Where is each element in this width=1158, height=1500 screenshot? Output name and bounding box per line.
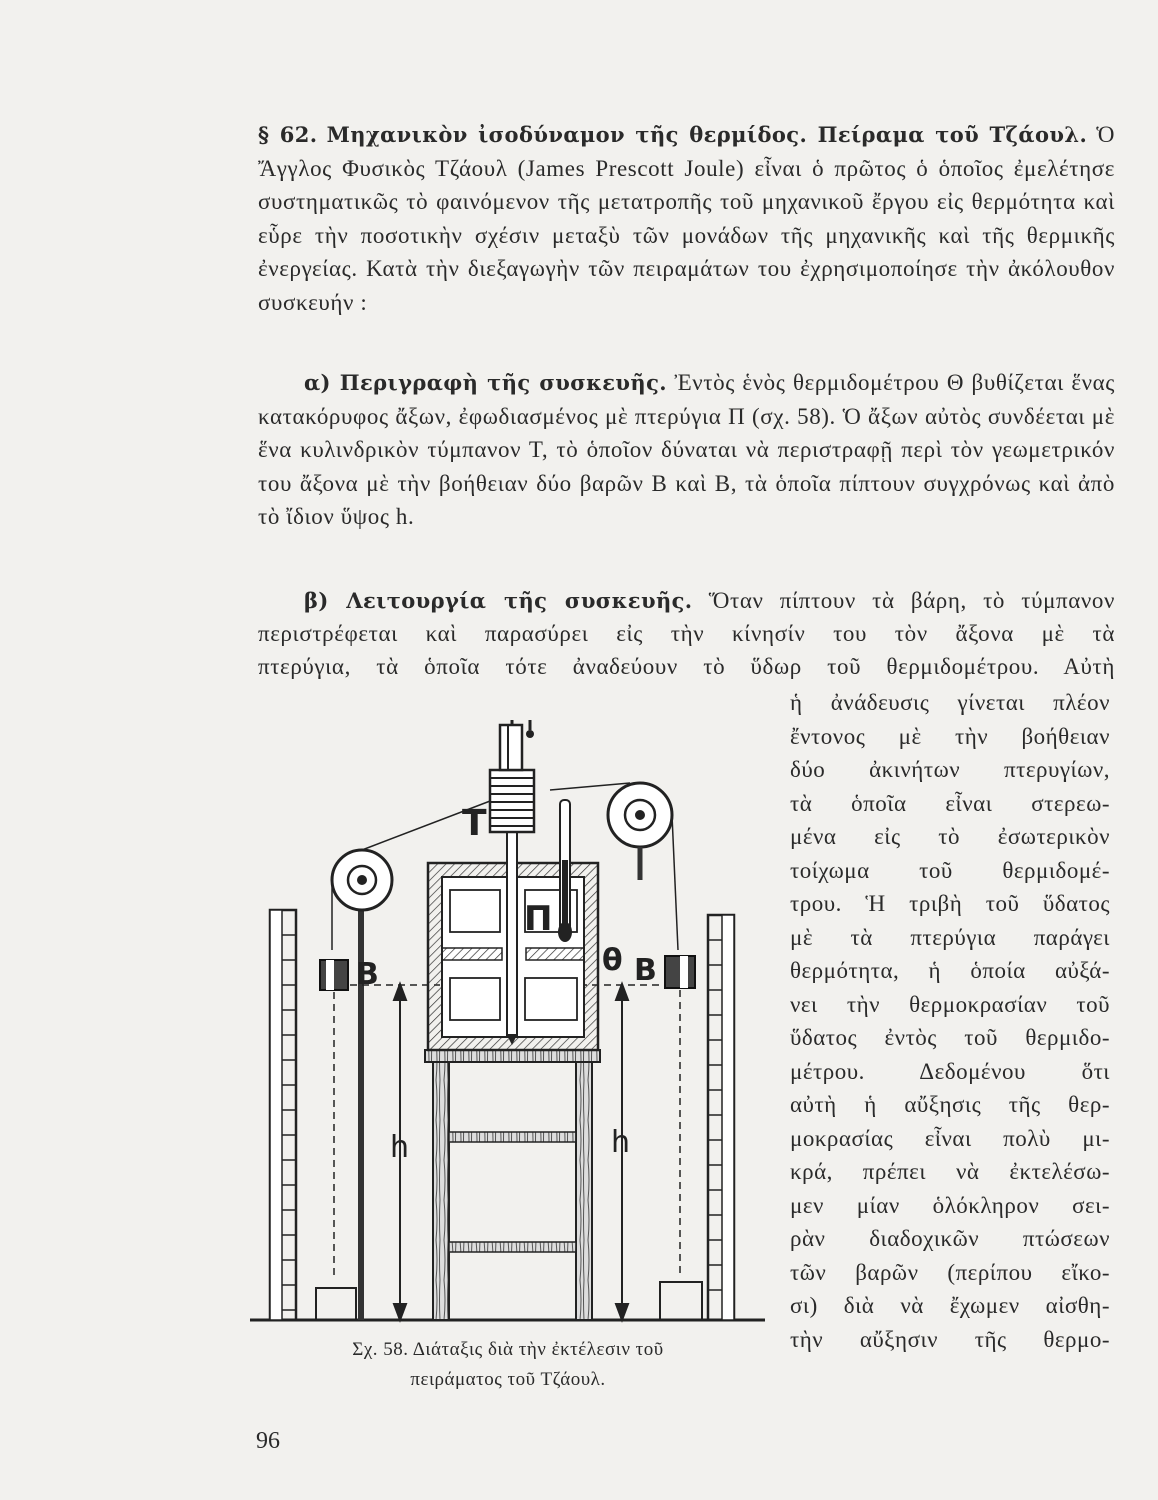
column-line: ρὰν διαδοχικῶν πτώσεων [790,1226,1110,1251]
left-scale [270,910,296,1320]
figure-caption [258,1335,758,1395]
column-line: σι) διὰ νὰ ἔχωμεν αἰσθη- [790,1293,1110,1318]
column-line: τοίχωμα τοῦ θερμιδομέ- [790,857,1110,883]
column-line: μένα εἰς τὸ ἐσωτερικὸν [790,824,1110,849]
weight-right [665,956,695,988]
part-a-paragraph [258,366,1115,534]
column-line: τῶν βαρῶν (περίπου εἴκο- [790,1259,1110,1285]
weight-right-lower [660,1282,702,1320]
label-weight-right: B [634,953,657,988]
label-height-left: h [390,1130,410,1165]
part-b-heading: β) Λειτουργία τῆς συσκευῆς. [304,588,693,613]
right-pulley [608,783,672,880]
section-number: § 62. [258,122,318,147]
label-calorimeter: θ [602,943,623,978]
section-title: Μηχανικὸν ἰσοδύναμον τῆς θερμίδος. Πείραμα τοῦ Τζάουλ. [326,122,1088,147]
part-a-heading: α) Περιγραφὴ τῆς συσκευῆς. [304,370,667,395]
part-a-text: Ἐντὸς ἑνὸς θερμιδομέτρου Θ βυθίζεται ἕνας κατακόρυφος ἄξων, ἐφωδιασμένος μὲ πτερύγια Π (σχ. 58). Ὁ ἄξων αὐτὸς συνδέεται μὲ ἕνα κυλινδρικὸν τύμπανον Τ, τὸ ὁποῖον δύναται νὰ περιστραφῇ περὶ τὸν γεωμετρικόν του ἄξονα μὲ τὴν βοήθειαν δύο βαρῶν Β καὶ Β, τὰ ὁποῖα πίπτουν συγχρόνως καὶ ἀπὸ τὸ ἴδιον ὕψος h. [258,370,1115,529]
joule-apparatus-figure [250,720,780,1330]
column-line: αὐτὴ ἡ αὔξησις τῆς θερ- [790,1092,1110,1117]
left-pulley [332,850,392,1320]
right-scale [708,915,734,1320]
weight-left-lower [316,1288,356,1320]
column-line: ἔντονος μὲ τὴν βοήθειαν [790,723,1110,749]
column-line: τὴν αὔξησιν τῆς θερμο- [790,1326,1110,1352]
column-line: ἡ ἀνάδευσις γίνεται πλέον [790,690,1110,715]
column-line: θερμότητα, ἡ ὁποία αὐξά- [790,958,1110,983]
section-62-paragraph [258,118,1115,319]
part-b-line2: περιστρέφεται καὶ παρασύρει εἰς τὴν κίνησίν του τὸν ἄξονα μὲ τὰ [258,621,1115,646]
column-line: τρου. Ἡ τριβὴ τοῦ ὕδατος [790,891,1110,916]
column-line: ὕδατος ἐντὸς τοῦ θερμιδο- [790,1025,1110,1050]
paddle-axis [507,830,517,1045]
weight-left [320,960,348,990]
column-line: μέτρου. Δεδομένου ὅτι [790,1058,1110,1084]
column-line: μὲ τὰ πτερύγια παράγει [790,924,1110,950]
label-paddles: Π [524,899,553,939]
part-b-line1: Ὅταν πίπτουν τὰ βάρη, τὸ τύμπανον [708,588,1115,613]
page-number: 96 [256,1428,280,1454]
column-line: νει τὴν θερμοκρασίαν τοῦ [790,991,1110,1017]
cylindrical-drum [490,720,534,832]
part-b-first-line [258,584,1115,618]
caption-line-1: Σχ. 58. Διάταξις διὰ τὴν ἐκτέλεσιν τοῦ [352,1339,664,1360]
section-intro: Ὁ Ἄγγλος Φυσικὸς Τζάουλ (James Prescott Joule) εἶναι ὁ πρῶτος ὁ ὁποῖος ἐμελέτησε συστηματικῶς τὸ φαινόμενον τῆς μετατροπῆς τοῦ μηχανικοῦ ἔργου εἰς θερμότητα καὶ εὗρε τὴν ποσοτικὴν σχέσιν μεταξὺ τῶν μονάδων τῆς μηχανικῆς καὶ τῆς θερμικῆς ἐνεργείας. Κατὰ τὴν διεξαγωγὴν τῶν πειραμάτων του ἐχρησιμοποίησε τὴν ἀκόλουθον συσκευήν : [258,122,1115,315]
label-drum: T [462,803,487,844]
column-line: μεν μίαν ὁλόκληρον σει- [790,1192,1110,1218]
part-b-column [790,686,1110,1356]
label-height-right: h [611,1125,631,1160]
column-line: μοκρασίας εἶναι πολὺ μι- [790,1125,1110,1151]
column-line: κρά, πρέπει νὰ ἐκτελέσω- [790,1159,1110,1184]
column-line: δύο ἀκινήτων πτερυγίων, [790,757,1110,782]
thermometer [558,800,572,942]
wooden-stand [425,1050,600,1320]
column-line: τὰ ὁποῖα εἶναι στερεω- [790,790,1110,816]
part-b-line3: πτερύγια, τὰ ὁποῖα τότε ἀναδεύουν τὸ ὕδωρ τοῦ θερμιδομέτρου. Αὐτὴ [258,654,1115,679]
label-weight-left: B [356,957,379,992]
caption-line-2: πειράματος τοῦ Τζάουλ. [410,1369,606,1390]
